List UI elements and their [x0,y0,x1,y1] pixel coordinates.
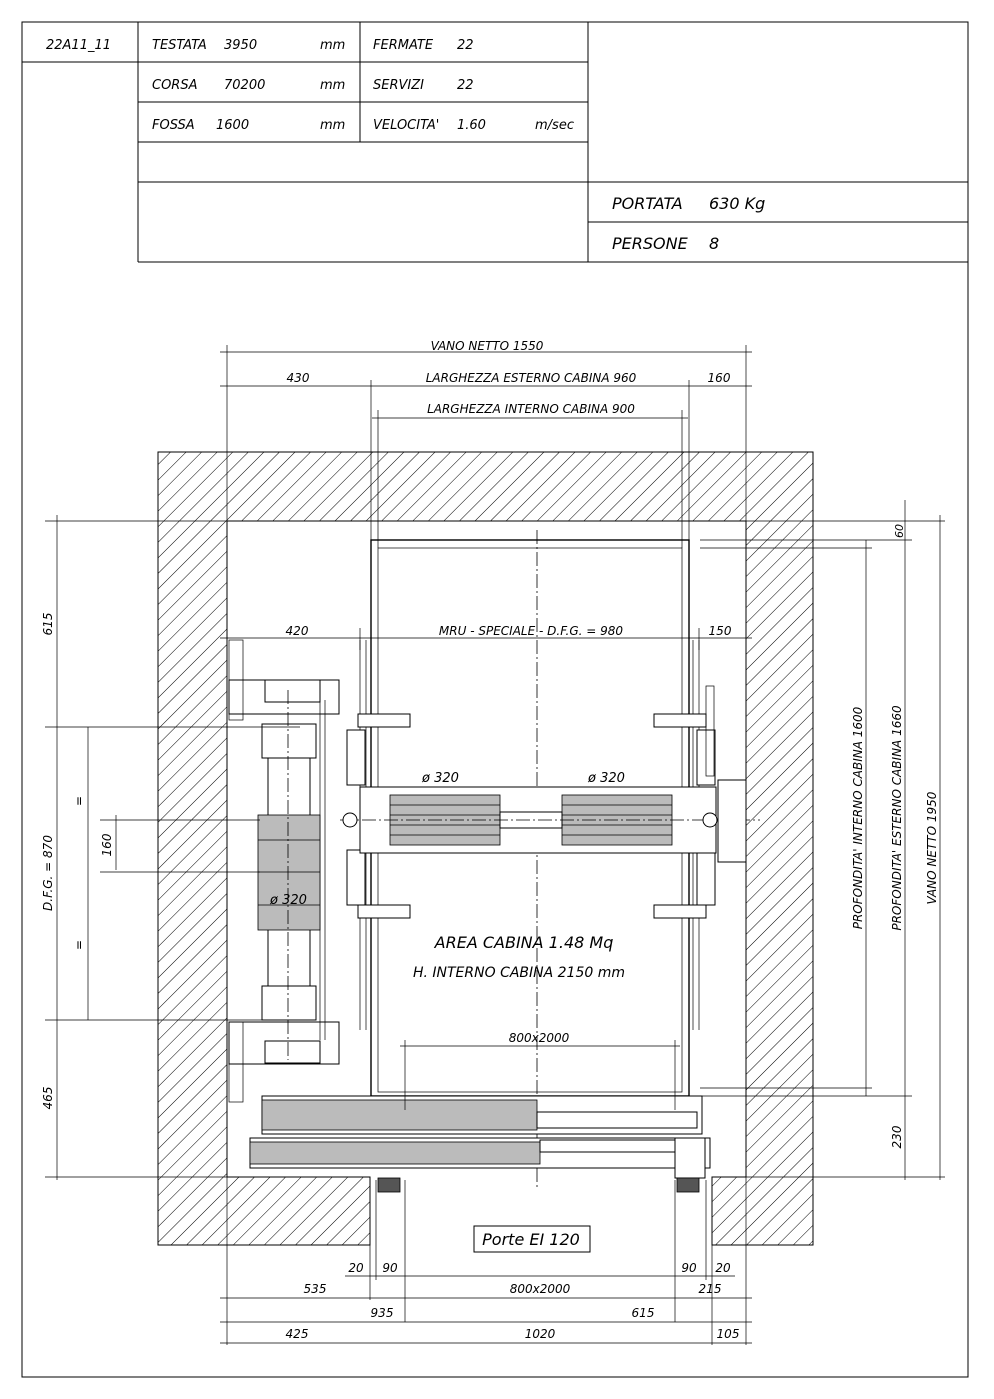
dim-1020: 1020 [524,1327,556,1341]
fossa-label: FOSSA [152,118,195,133]
dim-90-right: 90 [681,1261,697,1275]
dim-615-left: 615 [41,612,55,636]
title-block [22,22,968,262]
cabin-pulley-beam [340,780,760,862]
dim-465: 465 [41,1086,55,1110]
dim-105: 105 [716,1327,740,1341]
dim-20-right: 20 [715,1261,731,1275]
testata-label: TESTATA [152,38,207,53]
velocita-value: 1.60 [457,118,486,133]
dim-430: 430 [286,371,310,385]
fossa-value: 1600 [216,118,250,133]
dim-420: 420 [285,624,309,638]
dim-800x2000-bottom: 800x2000 [509,1282,571,1296]
dim-60: 60 [893,524,906,538]
corsa-unit: mm [320,78,346,93]
pulley-label-1: ø 320 [422,771,459,786]
portata-label: PORTATA [612,194,683,213]
persone-label: PERSONE [612,234,688,253]
dim-535: 535 [303,1282,327,1296]
dim-larghezza-esterno: LARGHEZZA ESTERNO CABINA 960 [425,371,637,385]
area-cabina: AREA CABINA 1.48 Mq [434,933,614,952]
dim-prof-esterno: PROFONDITA' ESTERNO CABINA 1660 [890,705,904,931]
dim-eq-2: = [72,939,86,951]
portata-value: 630 Kg [709,194,766,213]
velocita-label: VELOCITA' [373,118,440,133]
dim-425: 425 [285,1327,309,1341]
corsa-label: CORSA [152,78,198,93]
counterweight [229,640,339,1102]
dim-eq-1: = [72,795,86,807]
pulley-label-3: ø 320 [270,893,307,908]
dim-150: 150 [708,624,732,638]
drawing-code: 22A11_11 [46,38,112,53]
fossa-unit: mm [320,118,346,133]
dim-prof-interno: PROFONDITA' INTERNO CABINA 1600 [851,706,865,930]
dim-230: 230 [890,1125,904,1149]
dim-160-top: 160 [707,371,731,385]
h-interno-cabina: H. INTERNO CABINA 2150 mm [412,965,626,981]
porte-ei-120: Porte EI 120 [482,1230,580,1249]
dim-215: 215 [698,1282,722,1296]
dim-615-bottom: 615 [631,1306,655,1320]
dim-mru: MRU - SPECIALE - D.F.G. = 980 [438,624,624,638]
servizi-label: SERVIZI [373,78,424,93]
dim-door-inner: 800x2000 [508,1031,570,1045]
corsa-value: 70200 [224,78,266,93]
fermate-value: 22 [457,38,474,53]
testata-value: 3950 [224,38,258,53]
velocita-unit: m/sec [535,118,574,133]
persone-value: 8 [709,234,720,253]
dim-935: 935 [370,1306,394,1320]
dim-dfg-870: D.F.G. = 870 [41,835,55,911]
dim-larghezza-interno: LARGHEZZA INTERNO CABINA 900 [427,402,635,416]
pulley-label-2: ø 320 [588,771,625,786]
fermate-label: FERMATE [373,38,434,53]
servizi-value: 22 [457,78,474,93]
testata-unit: mm [320,38,346,53]
dim-160-left: 160 [100,833,114,857]
dim-20-left: 20 [348,1261,364,1275]
dim-vano-netto-width: VANO NETTO 1550 [430,339,544,353]
dim-vano-netto-depth: VANO NETTO 1950 [925,791,939,905]
dim-90-left: 90 [382,1261,398,1275]
